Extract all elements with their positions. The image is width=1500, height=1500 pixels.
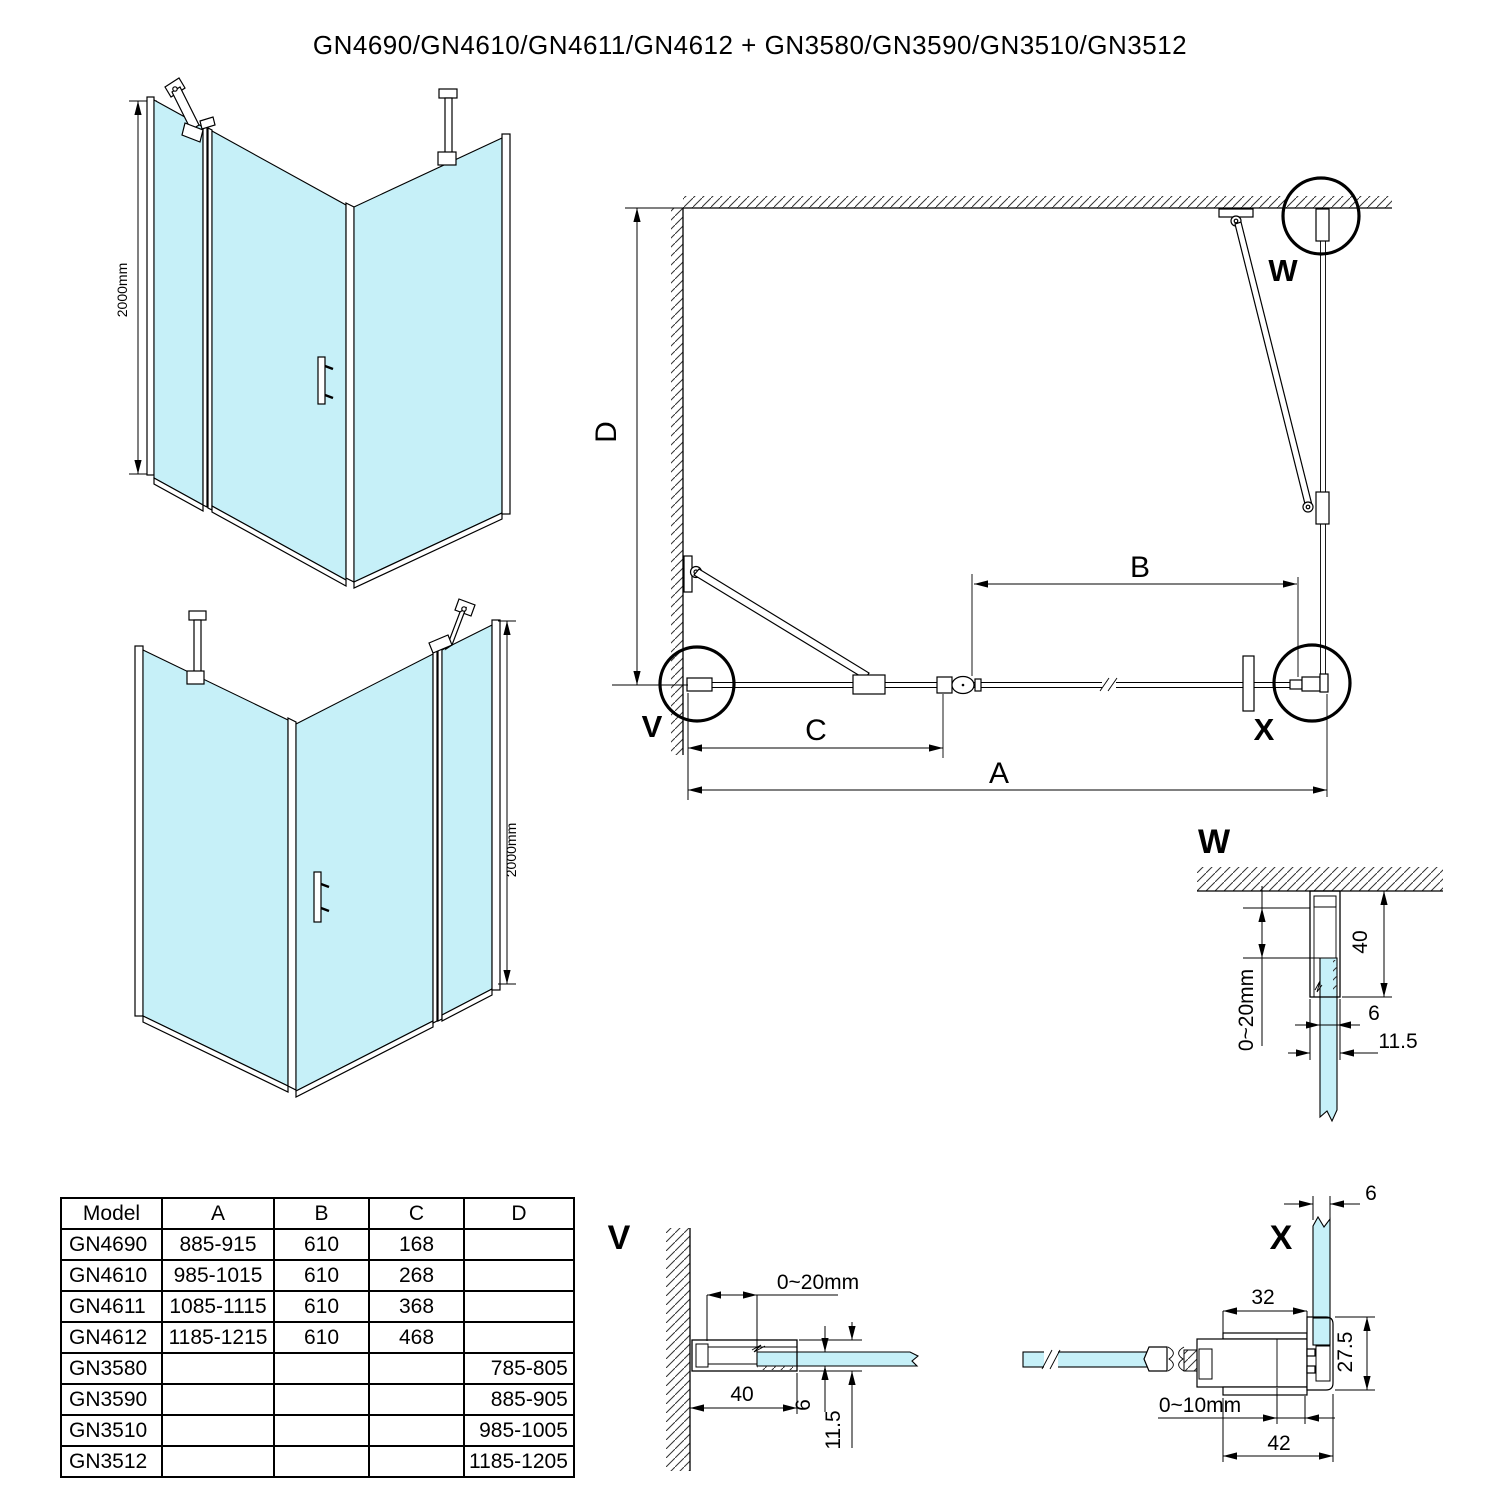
dimension-c (688, 714, 943, 748)
table-header-cell: Model (61, 1198, 162, 1229)
table-row (61, 1260, 574, 1291)
table-cell: GN3510 (61, 1415, 162, 1446)
dimension-a (688, 693, 1327, 800)
dim-gap-label: 0~10mm (1158, 1394, 1242, 1417)
table-cell: 885-905 (464, 1384, 574, 1415)
corner-post (346, 203, 354, 582)
height-dimension (498, 621, 519, 984)
table-row (61, 1322, 574, 1353)
door-glass-panel (1023, 1350, 1163, 1369)
dim-115-label: 11.5 (1378, 1030, 1418, 1053)
adjust-screw (752, 1345, 765, 1352)
height-dimension-label: 2000mm (503, 822, 519, 878)
table-cell: GN3590 (61, 1384, 162, 1415)
dim-40-label: 40 (1349, 930, 1372, 954)
dimension-adjust-range (1235, 886, 1320, 1051)
table-cell: 610 (274, 1322, 369, 1353)
table-cell: 785-805 (464, 1353, 574, 1384)
dim-6-label: 6 (1368, 1002, 1380, 1025)
table-cell (274, 1415, 369, 1446)
corner-profile (1197, 1317, 1333, 1395)
hinge-post (438, 648, 442, 1021)
glass-panel (757, 1352, 918, 1366)
glass-in-profile (1313, 1318, 1330, 1345)
dim-gap-label: 0~20mm (1235, 968, 1258, 1052)
detail-label-x: X (1253, 712, 1275, 747)
detail-v-title: V (607, 1219, 631, 1257)
table-header-row (61, 1198, 574, 1229)
table-row (61, 1415, 574, 1446)
support-bar (684, 556, 885, 694)
table-cell: GN3580 (61, 1353, 162, 1384)
side-glass-panel (143, 650, 288, 1086)
wall-profile (135, 646, 143, 1016)
side-glass-panel (354, 138, 502, 582)
detail-label-v: V (641, 709, 663, 744)
dim-115-label: 11.5 (822, 1410, 845, 1450)
table-header-cell: D (464, 1198, 574, 1229)
table-cell: 610 (274, 1260, 369, 1291)
wall-profile (1316, 209, 1329, 241)
hinge-post (433, 650, 437, 1023)
table-row (61, 1229, 574, 1260)
wall-profile (492, 620, 500, 990)
table-row (61, 1291, 574, 1322)
front-glass-run (687, 678, 1298, 691)
wall-profile (502, 134, 510, 514)
table-cell (162, 1384, 274, 1415)
isometric-rear-view (88, 585, 608, 1195)
fixed-glass-panel (442, 625, 492, 1015)
dim-40-label: 40 (730, 1383, 754, 1406)
dimension-profile-depth (1342, 891, 1392, 997)
dimension-profile-width (1288, 999, 1418, 1060)
table-header-cell: B (274, 1198, 369, 1229)
table-row (61, 1384, 574, 1415)
dimension-c-label: C (805, 714, 827, 747)
table-row (61, 1353, 574, 1384)
table-cell (369, 1353, 464, 1384)
corner-post (288, 718, 296, 1090)
dimension-profile-height (1334, 1317, 1375, 1390)
detail-label-w: W (1268, 253, 1298, 288)
table-cell: 1185-1215 (162, 1322, 274, 1353)
table-header-cell: C (369, 1198, 464, 1229)
table-cell: 985-1005 (464, 1415, 574, 1446)
table-cell: GN4690 (61, 1229, 162, 1260)
table-cell: GN4612 (61, 1322, 162, 1353)
table-cell: GN3512 (61, 1446, 162, 1477)
table-cell: 610 (274, 1291, 369, 1322)
table-cell: 368 (369, 1291, 464, 1322)
glass-break (1100, 678, 1117, 691)
dimension-profile-width (799, 1322, 862, 1450)
table-cell: 985-1015 (162, 1260, 274, 1291)
dimension-profile-depth (690, 1373, 797, 1414)
table-cell: 468 (369, 1322, 464, 1353)
hinge-post (208, 128, 212, 510)
table-cell (464, 1229, 574, 1260)
table-cell (162, 1446, 274, 1477)
table-cell (274, 1384, 369, 1415)
support-bar (438, 89, 457, 165)
dim-275-label: 27.5 (1334, 1331, 1357, 1373)
side-panel-glass (1316, 209, 1329, 676)
table-cell (274, 1353, 369, 1384)
detail-view-v (585, 1178, 1045, 1500)
magnetic-seal (1144, 1347, 1197, 1371)
dimension-inner-width (1223, 1286, 1307, 1333)
detail-w-title: W (1197, 823, 1231, 861)
table-cell (464, 1260, 574, 1291)
wall-hatch (1197, 867, 1443, 891)
height-dimension-label: 2000mm (114, 262, 130, 318)
wall-hatch (666, 1228, 690, 1471)
dim-42-label: 42 (1267, 1432, 1291, 1455)
dim-32-label: 32 (1251, 1286, 1275, 1309)
fixed-glass-panel (154, 100, 203, 505)
table-cell (369, 1384, 464, 1415)
dim-gap-label: 0~20mm (776, 1271, 860, 1294)
dimension-d-label: D (590, 421, 623, 443)
table-cell (369, 1446, 464, 1477)
support-bar (187, 611, 206, 684)
wall-hatch-left (671, 208, 683, 755)
table-cell (464, 1322, 574, 1353)
plan-view (590, 145, 1450, 820)
grip-strip (1333, 960, 1337, 994)
table-cell: GN4611 (61, 1291, 162, 1322)
table-cell (162, 1415, 274, 1446)
table-cell (464, 1291, 574, 1322)
dim-6-label: 6 (1365, 1182, 1377, 1205)
table-cell: 268 (369, 1260, 464, 1291)
door-hinge (937, 574, 981, 758)
detail-view-w (1145, 818, 1500, 1178)
dim-6-label: 6 (792, 1399, 815, 1411)
model-spec-table (60, 1197, 575, 1478)
door-glass-panel (212, 131, 346, 580)
dimension-b (974, 551, 1297, 584)
wall-profile (147, 97, 154, 475)
grip-strip (757, 1366, 793, 1370)
table-cell: 1085-1115 (162, 1291, 274, 1322)
table-cell (162, 1353, 274, 1384)
isometric-front-view (88, 55, 568, 650)
table-cell: 1185-1205 (464, 1446, 574, 1477)
detail-view-x (1015, 1178, 1500, 1500)
table-cell: 610 (274, 1229, 369, 1260)
table-row (61, 1446, 574, 1477)
corner-connector (1290, 577, 1328, 797)
table-cell: GN4610 (61, 1260, 162, 1291)
dimension-glass-thickness (1284, 1182, 1377, 1220)
detail-x-title: X (1269, 1219, 1293, 1257)
page-title: GN4690/GN4610/GN4611/GN4612 + GN3580/GN3590/GN3510/GN3512 (312, 30, 1188, 60)
table-cell (369, 1415, 464, 1446)
table-cell: 168 (369, 1229, 464, 1260)
wall-profile (687, 678, 712, 691)
hinge-post (203, 125, 207, 507)
table-header-cell: A (162, 1198, 274, 1229)
table-cell (274, 1446, 369, 1477)
door-handle (1243, 656, 1254, 711)
dimension-a-label: A (988, 757, 1010, 790)
table-cell: 885-915 (162, 1229, 274, 1260)
dimension-b-label: B (1129, 551, 1151, 584)
